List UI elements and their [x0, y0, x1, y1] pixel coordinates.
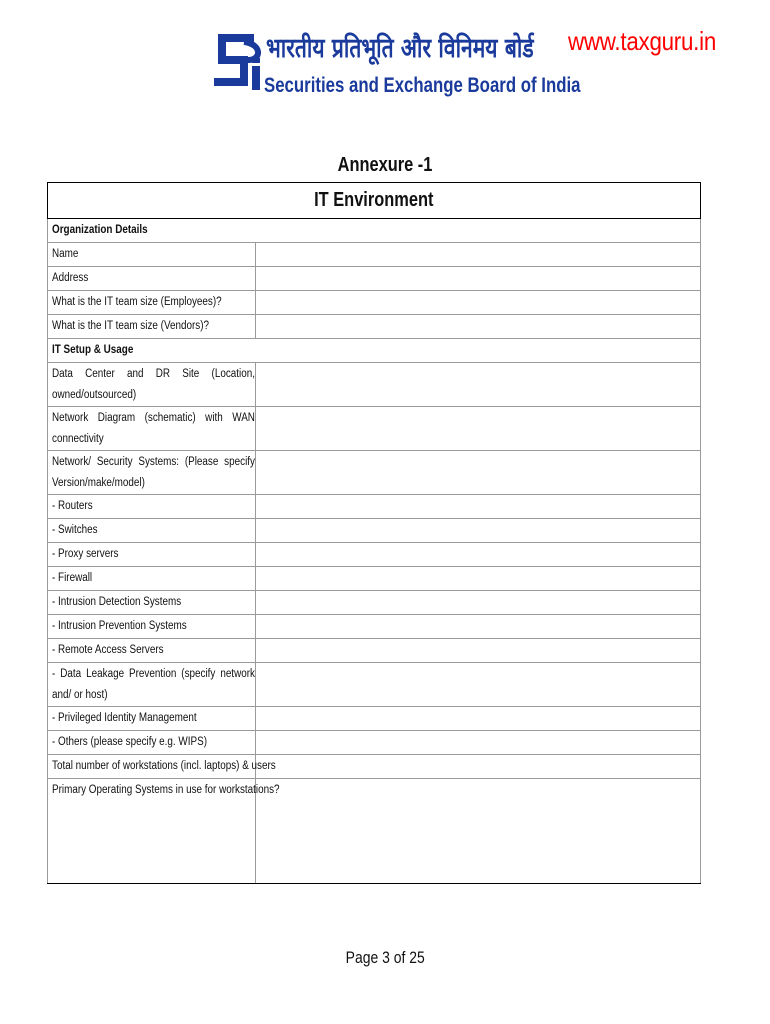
section-heading-cell	[48, 339, 701, 363]
table-row	[48, 407, 701, 451]
table-row	[48, 451, 701, 495]
sebi-logo-icon	[214, 30, 264, 96]
field-value-cell[interactable]	[256, 315, 701, 339]
field-label-cell	[48, 363, 256, 407]
table-row	[48, 615, 701, 639]
field-label: - Intrusion Detection Systems	[52, 596, 182, 608]
field-label: Network Diagram (schematic) with WAN connectivity	[52, 411, 255, 445]
field-label: - Firewall	[52, 572, 93, 584]
field-label-cell	[48, 407, 256, 451]
field-value-cell[interactable]	[256, 267, 701, 291]
watermark-text: www.taxguru.in	[568, 26, 717, 56]
org-name-hindi: भारतीय प्रतिभूति और विनिमय बोर्ड	[266, 33, 534, 64]
field-value-cell[interactable]	[256, 291, 701, 315]
table-row	[48, 495, 701, 519]
table-row	[48, 639, 701, 663]
field-label-cell	[48, 451, 256, 495]
table-row	[48, 543, 701, 567]
page-number	[0, 948, 770, 968]
field-label-cell	[48, 315, 256, 339]
section-heading: Organization Details	[52, 224, 148, 236]
section-heading: IT Setup & Usage	[52, 344, 134, 356]
field-label-cell	[48, 731, 256, 755]
table-row	[48, 243, 701, 267]
table-row	[48, 219, 701, 243]
field-label: Data Center and DR Site (Location, owned/outsourced)	[52, 367, 255, 401]
field-label-cell	[48, 663, 256, 707]
field-value-cell[interactable]	[256, 663, 701, 707]
annexure-heading: Annexure -1	[337, 154, 433, 176]
table-row	[48, 591, 701, 615]
field-label: Address	[52, 272, 89, 284]
field-value-cell[interactable]	[256, 519, 701, 543]
table-row	[48, 339, 701, 363]
field-label: What is the IT team size (Employees)?	[52, 296, 222, 308]
table-row	[48, 567, 701, 591]
field-label: Total number of workstations (incl. laptops) & users	[52, 760, 276, 772]
table-row	[48, 363, 701, 407]
field-label-cell	[48, 519, 256, 543]
table-row	[48, 663, 701, 707]
field-value-cell[interactable]	[256, 363, 701, 407]
table-row	[48, 779, 701, 884]
field-value-cell[interactable]	[256, 615, 701, 639]
field-label-cell	[48, 267, 256, 291]
table-row	[48, 707, 701, 731]
field-value-cell[interactable]	[256, 639, 701, 663]
org-name-english: Securities and Exchange Board of India	[264, 74, 581, 97]
field-label-cell	[48, 779, 280, 884]
field-value-cell[interactable]	[256, 591, 701, 615]
field-label: What is the IT team size (Vendors)?	[52, 320, 210, 332]
table-row	[48, 315, 701, 339]
field-label-cell	[48, 243, 256, 267]
field-label: - Proxy servers	[52, 548, 119, 560]
field-value-cell[interactable]	[256, 407, 701, 451]
table-row	[48, 731, 701, 755]
field-label-cell	[48, 543, 256, 567]
field-value-cell[interactable]	[256, 567, 701, 591]
field-value-cell[interactable]	[256, 755, 701, 779]
field-label: Primary Operating Systems in use for workstations?	[52, 784, 280, 796]
table-title-cell	[48, 183, 701, 219]
field-value-cell[interactable]	[256, 451, 701, 495]
table-row	[48, 519, 701, 543]
page-number-text: Page 3 of 25	[345, 948, 425, 967]
field-value-cell[interactable]	[256, 243, 701, 267]
field-label: - Others (please specify e.g. WIPS)	[52, 736, 208, 748]
field-value-cell[interactable]	[256, 707, 701, 731]
table-title: IT Environment	[314, 189, 434, 211]
section-heading-cell	[48, 219, 701, 243]
field-label-cell	[48, 291, 256, 315]
field-label: - Switches	[52, 524, 98, 536]
field-value-cell[interactable]	[256, 731, 701, 755]
table-row	[48, 291, 701, 315]
field-label-cell	[48, 639, 256, 663]
field-label: Network/ Security Systems: (Please specify Version/make/model)	[52, 455, 255, 489]
field-label: - Intrusion Prevention Systems	[52, 620, 187, 632]
field-label-cell	[48, 755, 276, 779]
field-label: Name	[52, 248, 79, 260]
field-label-cell	[48, 707, 256, 731]
it-environment-table	[47, 182, 701, 884]
field-value-cell[interactable]	[256, 779, 701, 884]
field-label-cell	[48, 495, 256, 519]
field-label: - Routers	[52, 500, 93, 512]
field-label: - Data Leakage Prevention (specify network and/ or host)	[52, 667, 255, 701]
field-label: - Remote Access Servers	[52, 644, 164, 656]
field-value-cell[interactable]	[256, 543, 701, 567]
field-label-cell	[48, 591, 256, 615]
field-label-cell	[48, 615, 256, 639]
field-value-cell[interactable]	[256, 495, 701, 519]
table-row	[48, 267, 701, 291]
field-label: - Privileged Identity Management	[52, 712, 197, 724]
field-label-cell	[48, 567, 256, 591]
table-row	[48, 755, 701, 779]
